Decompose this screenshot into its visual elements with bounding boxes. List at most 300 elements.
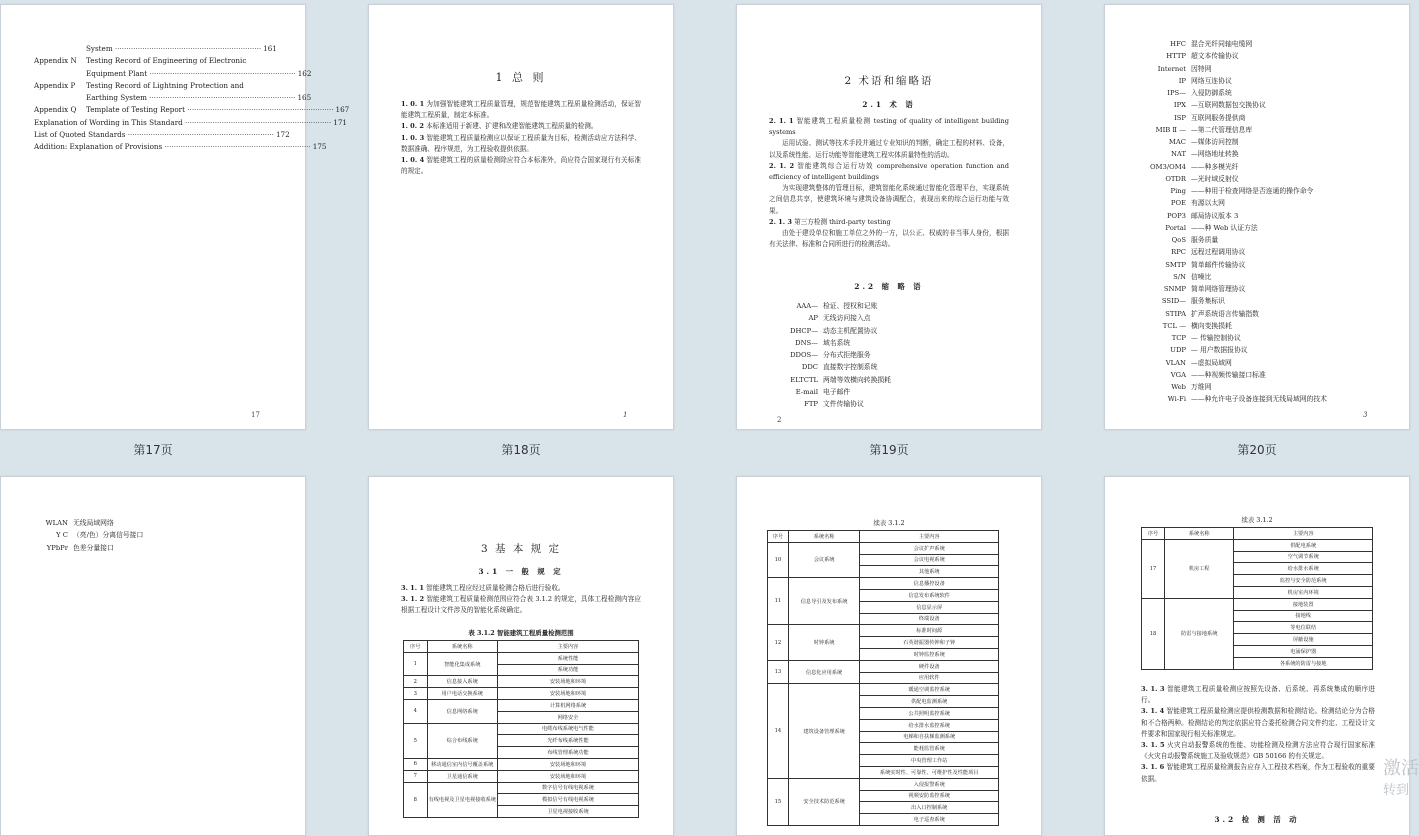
- column-header: 主要内容: [498, 641, 639, 653]
- clause-text: 第三方检测 third-party testing: [794, 217, 891, 226]
- abbreviation-meaning: 网络互连协议: [1191, 76, 1232, 85]
- clause: [769, 228, 1009, 250]
- system-name: 时钟系统: [788, 625, 860, 660]
- toc-title: Earthing System ·····: [86, 92, 295, 104]
- content-item: 安装场地和环境: [498, 676, 639, 688]
- page-number: 1: [623, 411, 628, 419]
- abbreviation: MIB Ⅱ —: [1155, 125, 1186, 134]
- abbreviation-row: [777, 337, 891, 349]
- abbreviation: IPS—: [1167, 89, 1186, 97]
- activation-watermark: [1383, 756, 1419, 800]
- abbreviation-row: [1143, 271, 1327, 283]
- system-name: 移动通信室内信号覆盖系统: [427, 758, 498, 770]
- clause-text: 为加强智能建筑工程质量管理，规范智能建筑工程质量检测活动，保证智能建筑工程质量，制定本标准。: [401, 100, 641, 120]
- table-title: 表 3.1.2 智能建筑工程质量检测范围: [468, 629, 574, 637]
- abbreviation-meaning: 电子邮件: [823, 387, 851, 396]
- clause-number: 3. 1. 2: [401, 595, 425, 604]
- content-item: 各系统的防雷与接地: [1234, 657, 1373, 669]
- row-number: 1: [404, 652, 428, 676]
- abbreviation: ELTCTL: [790, 375, 818, 384]
- content-item: 信息发布系统软件: [860, 589, 999, 601]
- abbreviation: DDOS—: [790, 351, 818, 359]
- row-number: 7: [404, 770, 428, 782]
- table-row: [1142, 539, 1373, 551]
- section-title: 2.2 缩 略 语: [854, 282, 924, 291]
- toc-page: 161: [263, 44, 277, 53]
- table-row: [1142, 598, 1373, 610]
- content-item: 供配电系统: [1234, 539, 1373, 551]
- abbreviation: POP3: [1166, 211, 1186, 220]
- clause-text: 火灾自动报警系统的性能、功能检测及检测方法应符合现行国家标准《火灾自动报警系统施工及验收规范》GB 50166 的有关规定。: [1141, 741, 1376, 761]
- section-title: 2.1 术 语: [862, 100, 916, 109]
- abbreviation-meaning: 简单网络管理协议: [1191, 285, 1246, 293]
- abbreviation-row: [41, 542, 143, 554]
- abbreviation-row: [777, 349, 891, 361]
- abbreviation-row: [777, 386, 891, 398]
- content-item: 监控与安全防范系统: [1234, 575, 1373, 587]
- page-thumbnail-18[interactable]: [368, 4, 674, 430]
- content-item: 应用软件: [860, 672, 999, 684]
- abbreviation: RPC: [1171, 248, 1186, 257]
- table-row: [404, 758, 639, 770]
- abbreviation: YPbPr: [46, 543, 68, 552]
- abbreviation-meaning: 检证、授权和记账: [823, 302, 878, 310]
- abbreviation-row: [1143, 295, 1327, 307]
- abbreviation-meaning: —第二代管理信息库: [1191, 125, 1253, 134]
- system-name: 信息化应用系统: [788, 660, 860, 684]
- abbreviation-row: [1143, 246, 1327, 258]
- system-name: 信息网络系统: [427, 699, 498, 723]
- clause-number: 2. 1. 3: [769, 217, 792, 226]
- clause: [1141, 740, 1375, 762]
- abbreviation-meaning: — 传输控制协议: [1191, 334, 1241, 342]
- toc-title: Equipment Plant ·····: [86, 68, 296, 80]
- content-item: 卫星电视接收系统: [498, 806, 639, 818]
- toc-title: List of Quoted Standards ·····: [34, 129, 274, 141]
- content-item: 给水排水监控系统: [860, 719, 999, 731]
- clause-text: 由处于建设单位和施工单位之外的一方，以公正、权威的非当事人身份，根据有关法律、标准和合同所进行的检测活动。: [769, 229, 1009, 249]
- abbreviation-meaning: 有源以太网: [1191, 199, 1225, 208]
- abbreviation-row: [1143, 197, 1327, 209]
- table-row: [404, 699, 639, 711]
- abbreviation-row: [777, 325, 891, 337]
- content-item: 系统实时性、可靠性、可维护性及性能项目: [860, 766, 999, 778]
- abbreviation-row: [1143, 381, 1327, 393]
- content-item: 电梯和自扶梯监测系统: [860, 731, 999, 743]
- abbreviation: FTP: [804, 400, 818, 408]
- toc-title: Testing Record of Lightning Protection and: [86, 80, 244, 90]
- abbreviation-meaning: 扩声系统语言传输指数: [1191, 309, 1259, 318]
- chapter-title: 3 基 本 规 定: [480, 543, 562, 555]
- column-header: 主要内容: [1234, 528, 1373, 540]
- abbreviation-meaning: 色差分量接口: [73, 543, 114, 552]
- abbreviation-meaning: 横向变换损耗: [1191, 321, 1232, 330]
- abbreviation-meaning: 因特网: [1191, 64, 1212, 73]
- abbreviation-row: [1143, 136, 1327, 148]
- clause: [1141, 762, 1375, 784]
- body-text: [401, 583, 641, 617]
- column-header: 序号: [404, 641, 428, 653]
- content-item: 电涌保护器: [1234, 645, 1373, 657]
- content-item: 信息播控设备: [860, 578, 999, 590]
- toc-title: Testing Record of Engineering of Electronic: [86, 56, 247, 66]
- clause-number: 1. 0. 3: [401, 133, 425, 142]
- abbreviation-row: [1143, 222, 1327, 234]
- toc-entry: [34, 141, 327, 153]
- abbreviation: Ping: [1170, 187, 1186, 195]
- abbreviation: DNS—: [795, 338, 818, 347]
- table-row: [404, 676, 639, 688]
- abbreviation-meaning: 分布式拒绝服务: [823, 351, 871, 359]
- toc-entry: [34, 92, 312, 104]
- content-item: 计算机网络系统: [498, 699, 639, 711]
- content-item: 安装场地和环境: [498, 770, 639, 782]
- clause-number: 1. 0. 2: [401, 122, 424, 131]
- clause: [401, 594, 641, 616]
- system-name: 智能化集成系统: [427, 652, 498, 676]
- table-row: [404, 652, 639, 664]
- page-thumbnail-19[interactable]: [736, 4, 1042, 430]
- scope-table: [1141, 527, 1373, 670]
- system-name: 信息导引及发布系统: [788, 578, 860, 625]
- page-thumbnail-20[interactable]: [1104, 4, 1410, 430]
- table-row: [404, 688, 639, 700]
- abbreviation-row: [1143, 332, 1327, 344]
- system-name: 机房工程: [1165, 539, 1234, 598]
- abbreviation-row: [1143, 63, 1327, 75]
- abbreviation-row: [1143, 161, 1327, 173]
- content-item: 模拟信号有线电视系统: [498, 794, 639, 806]
- content-item: 电缆布线系统电气性能: [498, 723, 639, 735]
- table-row: [768, 625, 999, 637]
- abbreviation-row: [1143, 185, 1327, 197]
- table-header-row: [768, 531, 999, 543]
- system-name: 会议系统: [788, 542, 860, 577]
- clause: [769, 116, 1009, 138]
- clause: [1141, 706, 1375, 740]
- abbreviation-row: [1143, 173, 1327, 185]
- abbreviation-row: [777, 361, 891, 373]
- abbreviation-row: [1143, 393, 1327, 405]
- clause-number: 3. 1. 3: [1141, 685, 1165, 693]
- abbreviation: IP: [1178, 76, 1186, 85]
- table-header-row: [404, 641, 639, 653]
- table-row: [404, 770, 639, 782]
- abbreviation-meaning: 无线访问接入点: [823, 314, 871, 323]
- abbreviation: E-mail: [795, 387, 818, 396]
- abbreviation-meaning: —互联网数据包交换协议: [1191, 101, 1266, 110]
- page-thumbnail-23[interactable]: [736, 476, 1042, 836]
- abbreviation-row: [1143, 124, 1327, 136]
- page-number: 17: [251, 411, 260, 419]
- abbreviation-row: [1143, 50, 1327, 62]
- clause-number: 3. 1. 1: [401, 584, 424, 592]
- abbreviation-row: [1143, 148, 1327, 160]
- content-item: 电子巡查系统: [860, 814, 999, 826]
- system-name: 安全技术防范系统: [788, 778, 860, 825]
- page-thumbnail-24[interactable]: [1104, 476, 1410, 836]
- clause-text: 智能建筑综合运行功效 comprehensive operation function and efficiency of intelligent buildings: [769, 161, 1009, 182]
- content-item: 等电位联结: [1234, 622, 1373, 634]
- toc-entry: [34, 104, 350, 116]
- abbreviation: ISP: [1174, 113, 1186, 122]
- abbreviation-meaning: ——种允许电子设备连接到无线局域网的技术: [1191, 395, 1327, 404]
- content-item: 接地线: [1234, 610, 1373, 622]
- clause-text: 智能建筑工程质量检测应提供检测数据和检测结论。检测结论分为合格和不合格两种。检测结论的判定依据应符合委托检测合同文件约定、工程设计文件要求和国家现行相关标准规定。: [1141, 707, 1375, 738]
- scope-table: [767, 530, 999, 826]
- abbreviation-row: [1143, 234, 1327, 246]
- clause: [401, 155, 641, 177]
- page-thumbnail-22[interactable]: [368, 476, 674, 836]
- toc-page: 162: [297, 68, 312, 78]
- abbreviation-row: [1143, 308, 1327, 320]
- abbreviation-row: [1143, 283, 1327, 295]
- clause-number: 1. 0. 1: [401, 100, 425, 108]
- row-number: 2: [404, 676, 428, 688]
- abbreviation-row: [1143, 99, 1327, 111]
- clause: [1141, 684, 1375, 706]
- toc-title: System ·····: [86, 43, 261, 55]
- abbreviation-row: [777, 312, 891, 324]
- toc-title: Template of Testing Report ·····: [86, 104, 334, 116]
- toc-title: Explanation of Wording in This Standard ·····: [34, 117, 331, 129]
- abbreviation: AAA—: [796, 302, 818, 310]
- abbreviation: Wi-Fi: [1167, 395, 1186, 404]
- abbreviation: VLAN: [1165, 358, 1186, 367]
- column-header: 系统名称: [427, 641, 498, 653]
- abbreviation: TCP: [1171, 334, 1186, 342]
- clause-number: 3. 1. 5: [1141, 741, 1165, 750]
- page-number: 2: [777, 416, 782, 424]
- toc-label: Appendix Q: [34, 105, 77, 115]
- clause-number: 2. 1. 1: [769, 117, 794, 125]
- clause-text: 本标准适用于新建、扩建和改建智能建筑工程质量的检测。: [426, 122, 598, 131]
- clause: [769, 183, 1009, 217]
- content-item: 标准时间源: [860, 625, 999, 637]
- content-item: 屏蔽设施: [1234, 634, 1373, 646]
- abbreviation-row: [1143, 210, 1327, 222]
- clause: [769, 217, 1009, 228]
- abbreviation-meaning: 邮局协议版本 3: [1191, 211, 1239, 220]
- toc-page: 175: [312, 142, 327, 152]
- toc-entry: [34, 80, 266, 92]
- table-row: [768, 660, 999, 672]
- system-name: 卫星通信系统: [427, 770, 498, 782]
- clause-text: 为实现建筑整体的管理目标，建筑智能化系统通过智能化管理平台，实现系统之间信息共享，使建筑环境与建筑设备协调配合，表现出来的综合运行功能与效果。: [769, 184, 1009, 215]
- toc-label: [34, 43, 86, 55]
- abbreviation-row: [1143, 369, 1327, 381]
- content-item: 硬件设备: [860, 660, 999, 672]
- row-number: 5: [404, 723, 428, 758]
- abbreviation-row: [1143, 75, 1327, 87]
- row-number: 14: [768, 684, 789, 778]
- content-item: 给水排水系统: [1234, 563, 1373, 575]
- abbreviation: DDC: [801, 363, 818, 372]
- watermark-line: 转到: [1383, 783, 1410, 798]
- abbreviation-meaning: 直接数字控制系统: [823, 363, 878, 372]
- abbreviation-list: [41, 517, 143, 554]
- abbreviation-row: [777, 374, 891, 386]
- clause: [401, 99, 641, 121]
- abbreviation-list: [777, 300, 891, 410]
- abbreviation-row: [1143, 259, 1327, 271]
- abbreviation-list: [1143, 38, 1327, 406]
- system-name: 防雷与接地系统: [1165, 598, 1234, 669]
- toc-label: [34, 92, 86, 104]
- content-item: 网络安全: [498, 711, 639, 723]
- abbreviation: SNMP: [1163, 285, 1186, 293]
- page-caption: 第19页: [869, 443, 909, 457]
- page-number: 3: [1363, 411, 1368, 419]
- abbreviation-row: [1143, 38, 1327, 50]
- clause-text: 智能建筑工程应经过质量检测合格后进行验收。: [426, 584, 565, 592]
- page-caption: 第17页: [133, 443, 173, 457]
- section-title: 3.1 一 般 规 定: [478, 567, 564, 576]
- clause-text: 智能建筑工程质量检测报告应存入工程技术档案，作为工程验收的重要依据。: [1141, 763, 1375, 783]
- table-title: 续表 3.1.2: [1241, 516, 1273, 524]
- content-item: 空气调节系统: [1234, 551, 1373, 563]
- table-row: [768, 778, 999, 790]
- content-item: 系统功能: [498, 664, 639, 676]
- abbreviation-meaning: 服务集标识: [1191, 297, 1225, 306]
- abbreviation: QoS: [1171, 236, 1186, 244]
- abbreviation: HFC: [1170, 40, 1186, 48]
- content-item: 入侵报警系统: [860, 778, 999, 790]
- content-item: 视频安防监控系统: [860, 790, 999, 802]
- abbreviation: TCL —: [1162, 321, 1186, 330]
- chapter-title: 1 总 则: [495, 71, 547, 84]
- row-number: 10: [768, 542, 789, 577]
- toc-entry: [34, 129, 290, 141]
- toc-title: Addition: Explanation of Provisions ·····: [34, 141, 311, 153]
- abbreviation: SMTP: [1165, 260, 1186, 269]
- abbreviation-meaning: —虚拟局域网: [1191, 358, 1232, 367]
- content-item: 中央管理工作站: [860, 755, 999, 767]
- abbreviation-meaning: 服务质量: [1191, 236, 1219, 244]
- row-number: 4: [404, 699, 428, 723]
- abbreviation: Web: [1171, 383, 1186, 391]
- abbreviation: Internet: [1157, 64, 1186, 73]
- abbreviation: Portal: [1165, 223, 1186, 232]
- abbreviation-meaning: ——种视频传输接口标准: [1191, 370, 1266, 379]
- abbreviation-meaning: 远程过程调用协议: [1191, 248, 1246, 257]
- row-number: 11: [768, 578, 789, 625]
- body-text: [769, 116, 1009, 250]
- system-name: 综合布线系统: [427, 723, 498, 758]
- system-name: 信息接入系统: [427, 676, 498, 688]
- clause-text: 智能建筑工程质量检测应以保证工程质量为目标，检测活动应方法科学、数据准确、程序规范，为工程验收提供依据。: [401, 133, 641, 153]
- clause: [401, 583, 641, 594]
- abbreviation: AP: [808, 314, 818, 323]
- page-caption: 第18页: [501, 443, 541, 457]
- clause-number: 3. 1. 6: [1141, 763, 1165, 772]
- abbreviation-meaning: 简单邮件传输协议: [1191, 260, 1246, 269]
- scope-table: [403, 640, 639, 818]
- abbreviation: SSID—: [1161, 297, 1186, 306]
- row-number: 8: [404, 782, 428, 817]
- content-item: 安装场地和环境: [498, 758, 639, 770]
- abbreviation-row: [1143, 357, 1327, 369]
- abbreviation-meaning: 混合光纤同轴电缆网: [1191, 40, 1253, 48]
- content-item: 接地装置: [1234, 598, 1373, 610]
- system-name: 用户电话交换系统: [427, 688, 498, 700]
- toc-page: 165: [297, 93, 312, 103]
- clause-number: 2. 1. 2: [769, 161, 795, 170]
- content-item: 安装场地和环境: [498, 688, 639, 700]
- row-number: 13: [768, 660, 789, 684]
- abbreviation: HTTP: [1166, 52, 1186, 61]
- abbreviation-row: [1143, 320, 1327, 332]
- system-name: 有线电视及卫星电视接收系统: [427, 782, 498, 817]
- abbreviation: IPX: [1173, 101, 1186, 110]
- content-item: 公共照明监控系统: [860, 707, 999, 719]
- clause-text: 智能建筑工程质量检测 testing of quality of intelligent building systems: [769, 117, 1009, 137]
- abbreviation: Y C: [56, 531, 68, 540]
- toc-label: Appendix N: [34, 56, 77, 66]
- clause: [769, 161, 1009, 183]
- page-thumbnail-17[interactable]: [0, 4, 350, 430]
- page-caption: 第20页: [1237, 443, 1277, 457]
- table-header-row: [1142, 528, 1373, 540]
- abbreviation-row: [1143, 112, 1327, 124]
- toc-page: 167: [335, 105, 350, 115]
- abbreviation-row: [777, 398, 891, 410]
- table-row: [404, 782, 639, 794]
- row-number: 12: [768, 625, 789, 660]
- body-text: [1141, 684, 1375, 785]
- abbreviation-meaning: — 用户数据报协议: [1191, 346, 1248, 355]
- page-thumbnail-21[interactable]: [0, 476, 306, 836]
- abbreviation-meaning: 域名系统: [823, 338, 851, 347]
- abbreviation-meaning: —网络地址转换: [1191, 150, 1239, 159]
- clause-number: 3. 1. 4: [1141, 707, 1165, 716]
- watermark-line: 激活: [1383, 758, 1419, 779]
- column-header: 主要内容: [860, 531, 999, 543]
- content-item: 暖通空调监控系统: [860, 684, 999, 696]
- abbreviation-meaning: 互联网服务提供商: [1191, 113, 1246, 122]
- content-item: 数字信号有线电视系统: [498, 782, 639, 794]
- abbreviation: OM3/OM4: [1149, 162, 1186, 171]
- abbreviation-meaning: 无线局域网络: [73, 519, 114, 527]
- content-item: 信息显示屏: [860, 601, 999, 613]
- content-item: 会议电视系统: [860, 554, 999, 566]
- abbreviation: OTDR: [1165, 174, 1186, 183]
- content-item: 能耗监管系统: [860, 743, 999, 755]
- abbreviation-meaning: ——种用于检查网络是否连通的操作命令: [1191, 187, 1314, 195]
- abbreviation: VGA: [1170, 370, 1186, 379]
- toc-page: 172: [275, 130, 290, 140]
- content-item: 机房室内环境: [1234, 586, 1373, 598]
- clause: [401, 133, 641, 155]
- content-item: 布线管理系统功能: [498, 747, 639, 759]
- column-header: 序号: [1142, 528, 1165, 540]
- content-item: 出入口控制系统: [860, 802, 999, 814]
- clause-text: 智能建筑工程质量检测范围应符合表 3.1.2 的规定，具体工程检测内容应根据工程设计文件涉及的智能化系统确定。: [401, 595, 641, 615]
- abbreviation-meaning: （亮/色）分离信号接口: [73, 531, 144, 540]
- abbreviation: MAC: [1168, 138, 1186, 146]
- content-item: 时钟监控系统: [860, 648, 999, 660]
- abbreviation: WLAN: [45, 519, 68, 527]
- abbreviation-meaning: —媒体访问控制: [1191, 138, 1239, 146]
- clause-text: 智能建筑工程质量检测应按照先设备、后系统、再系统集成的顺序进行。: [1141, 685, 1376, 705]
- chapter-title: 2 术语和缩略语: [844, 75, 934, 87]
- clause-number: 1. 0. 4: [401, 156, 425, 165]
- content-item: 终端设备: [860, 613, 999, 625]
- abbreviation-row: [777, 300, 891, 312]
- content-item: 系统性能: [498, 652, 639, 664]
- abbreviation-meaning: 超文本传输协议: [1191, 52, 1239, 61]
- clause: [769, 138, 1009, 160]
